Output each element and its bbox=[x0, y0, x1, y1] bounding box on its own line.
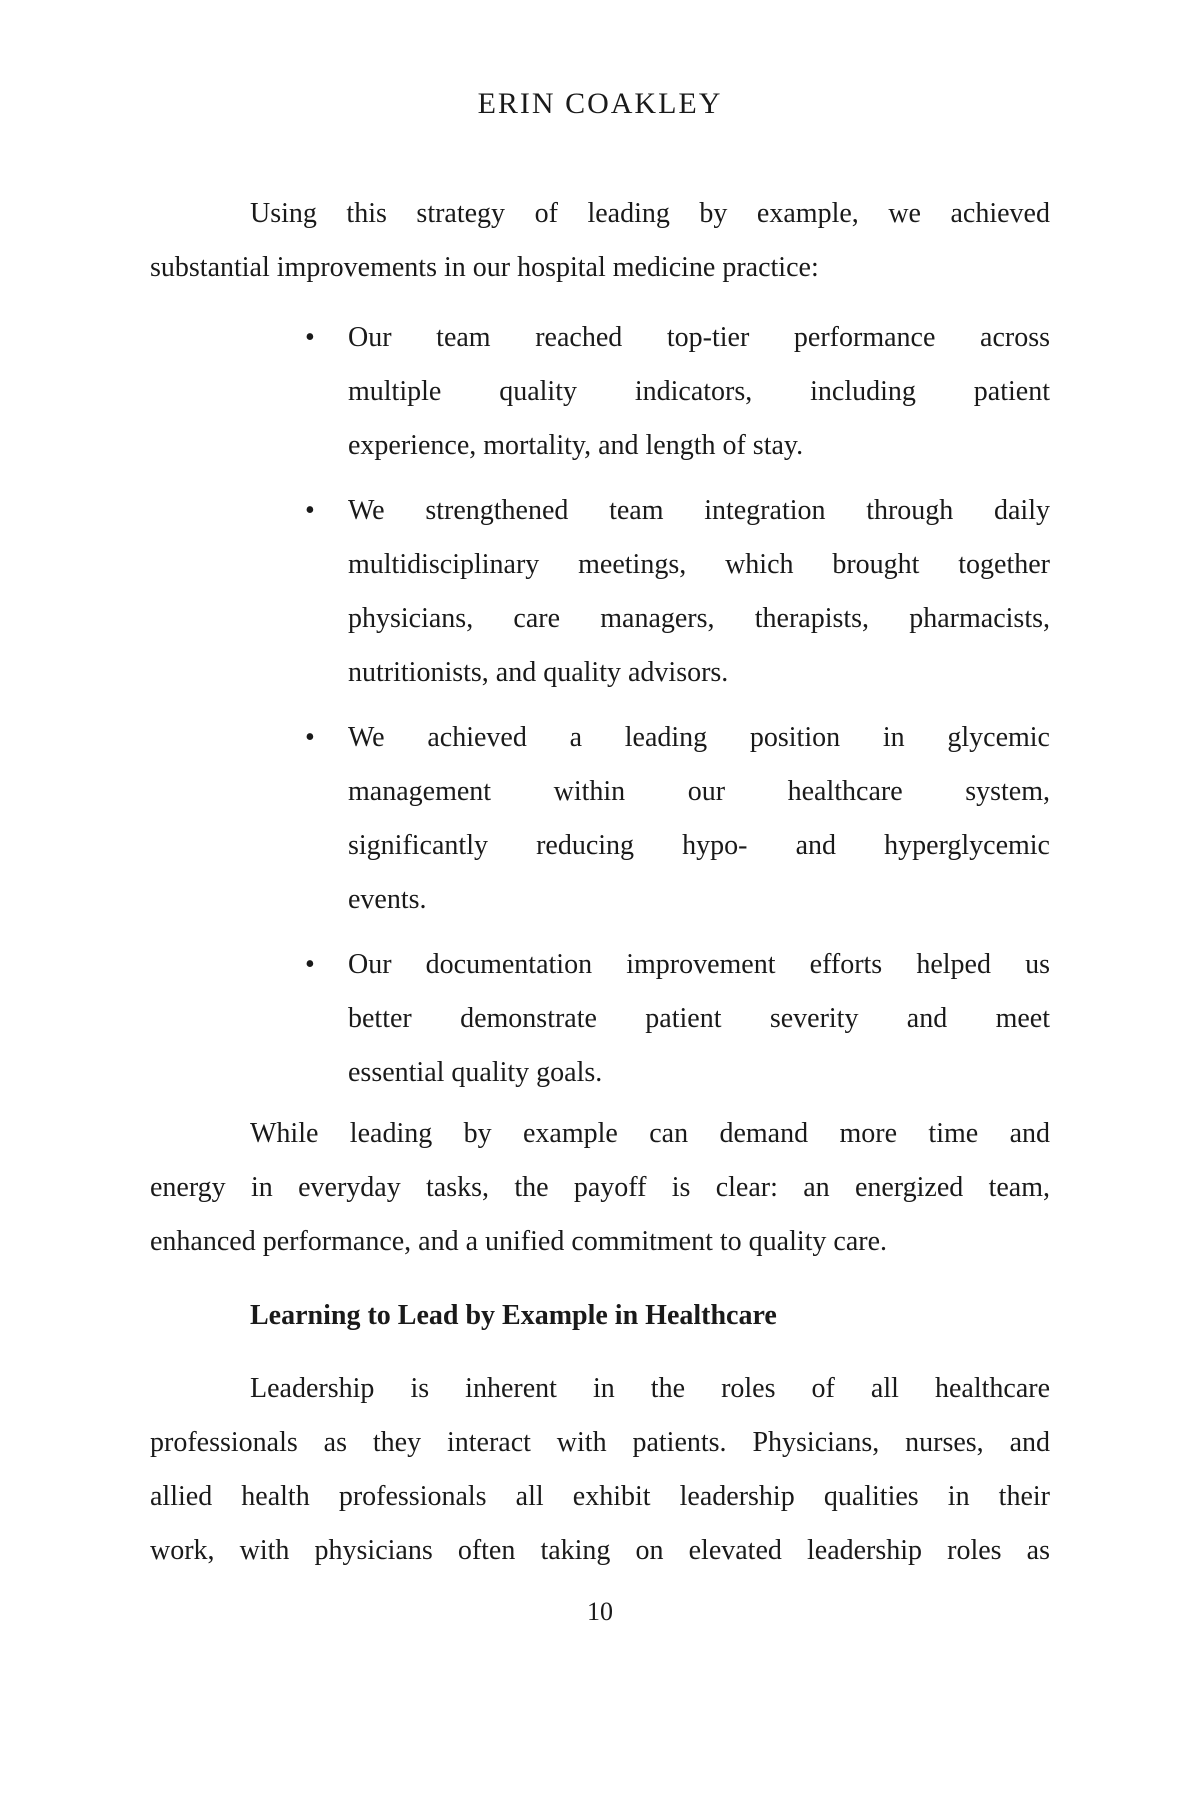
bullet-list bbox=[150, 311, 1050, 1100]
bullet-item bbox=[150, 938, 1050, 1100]
bullet-item bbox=[150, 311, 1050, 473]
text-line: allied health professionals all exhibit leadership qualities in their bbox=[150, 1481, 1050, 1512]
text-line: events. bbox=[348, 884, 427, 915]
text-line: Using this strategy of leading by example, we achieved bbox=[250, 198, 1050, 229]
text-line: Our team reached top-tier performance across bbox=[348, 322, 1050, 353]
section-heading: Learning to Lead by Example in Healthcare bbox=[250, 1300, 777, 1331]
text-line: professionals as they interact with patients. Physicians, nurses, and bbox=[150, 1427, 1050, 1458]
text-line: enhanced performance, and a unified commitment to quality care. bbox=[150, 1226, 888, 1257]
text-line: significantly reducing hypo- and hyperglycemic bbox=[348, 830, 1050, 861]
text-line: better demonstrate patient severity and meet bbox=[348, 1003, 1050, 1034]
text-line: We strengthened team integration through daily bbox=[348, 495, 1050, 526]
paragraph bbox=[150, 187, 1050, 295]
text-line: energy in everyday tasks, the payoff is clear: an energized team, bbox=[150, 1172, 1050, 1203]
text-line: multiple quality indicators, including patient bbox=[348, 376, 1050, 407]
bullet-item bbox=[150, 711, 1050, 927]
text-line: work, with physicians often taking on elevated leadership roles as bbox=[150, 1535, 1050, 1566]
bullet-icon: • bbox=[305, 949, 315, 980]
text-line: nutritionists, and quality advisors. bbox=[348, 657, 729, 688]
page-number: 10 bbox=[587, 1597, 613, 1626]
text-line: management within our healthcare system, bbox=[348, 776, 1050, 807]
paragraph bbox=[150, 1107, 1050, 1269]
text-line: Leadership is inherent in the roles of all healthcare bbox=[250, 1373, 1050, 1404]
text-line: Our documentation improvement efforts helped us bbox=[348, 949, 1050, 980]
bullet-item bbox=[150, 484, 1050, 700]
text-line: substantial improvements in our hospital medicine practice: bbox=[150, 252, 819, 283]
running-header: ERIN COAKLEY bbox=[477, 87, 723, 120]
bullet-icon: • bbox=[305, 322, 315, 353]
bullet-icon: • bbox=[305, 495, 315, 526]
text-line: While leading by example can demand more time and bbox=[250, 1118, 1050, 1149]
text-line: experience, mortality, and length of stay. bbox=[348, 430, 804, 461]
text-line: We achieved a leading position in glycemic bbox=[348, 722, 1050, 753]
text-line: multidisciplinary meetings, which brought together bbox=[348, 549, 1050, 580]
paragraph bbox=[150, 1362, 1050, 1578]
text-line: physicians, care managers, therapists, pharmacists, bbox=[348, 603, 1050, 634]
bullet-icon: • bbox=[305, 722, 315, 753]
page-body bbox=[150, 187, 1050, 1578]
text-line: essential quality goals. bbox=[348, 1057, 603, 1088]
